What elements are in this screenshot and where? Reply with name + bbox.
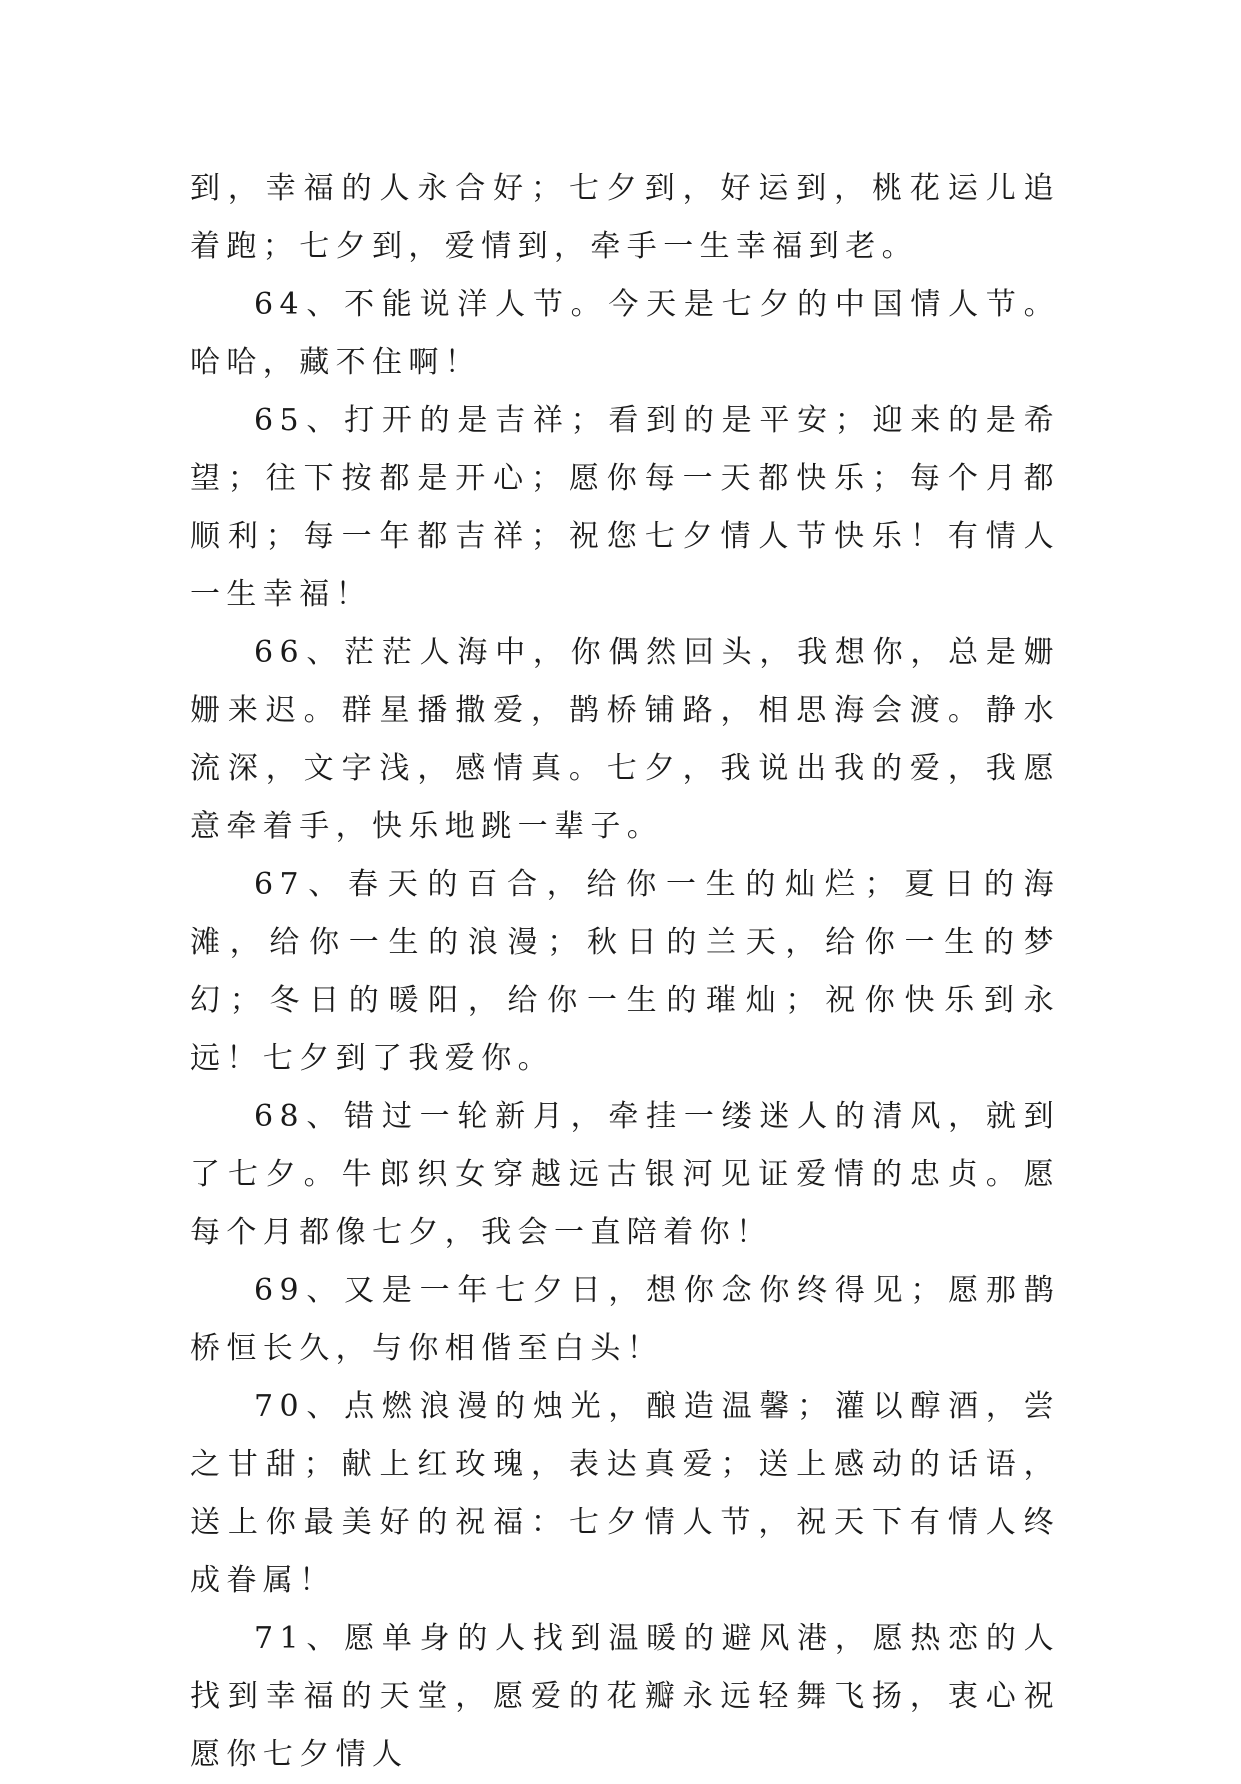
body-text xyxy=(190,160,1060,1784)
paragraph-69: 69、又是一年七夕日，想你念你终得见；愿那鹊桥恒长久，与你相偕至白头！ xyxy=(190,1273,1060,1366)
paragraph-70: 70、点燃浪漫的烛光，酿造温馨；灌以醇酒，尝之甘甜；献上红玫瑰，表达真爱；送上感动的话语，送上你最美好的祝福：七夕情人节，祝天下有情人终成眷属！ xyxy=(190,1389,1060,1598)
paragraph-64: 64、不能说洋人节。今天是七夕的中国情人节。哈哈，藏不住啊！ xyxy=(190,287,1060,380)
paragraph-66: 66、茫茫人海中，你偶然回头，我想你，总是姗姗来迟。群星播撒爱，鹊桥铺路，相思海会渡。静水流深，文字浅，感情真。七夕，我说出我的爱，我愿意牵着手，快乐地跳一辈子。 xyxy=(190,635,1060,844)
paragraph-68: 68、错过一轮新月，牵挂一缕迷人的清风，就到了七夕。牛郎织女穿越远古银河见证爱情的忠贞。愿每个月都像七夕，我会一直陪着你！ xyxy=(190,1099,1060,1250)
paragraph-continued: 到，幸福的人永合好；七夕到，好运到，桃花运儿追着跑；七夕到，爱情到，牵手一生幸福到老。 xyxy=(190,171,1060,264)
paragraph-67: 67、春天的百合，给你一生的灿烂；夏日的海滩，给你一生的浪漫；秋日的兰天，给你一生的梦幻；冬日的暖阳，给你一生的璀灿；祝你快乐到永远！七夕到了我爱你。 xyxy=(190,867,1060,1076)
paragraph-65: 65、打开的是吉祥；看到的是平安；迎来的是希望；往下按都是开心；愿你每一天都快乐；每个月都顺利；每一年都吉祥；祝您七夕情人节快乐！有情人一生幸福！ xyxy=(190,403,1060,612)
paragraph-71: 71、愿单身的人找到温暖的避风港，愿热恋的人找到幸福的天堂，愿爱的花瓣永远轻舞飞扬，衷心祝愿你七夕情人 xyxy=(190,1621,1060,1772)
